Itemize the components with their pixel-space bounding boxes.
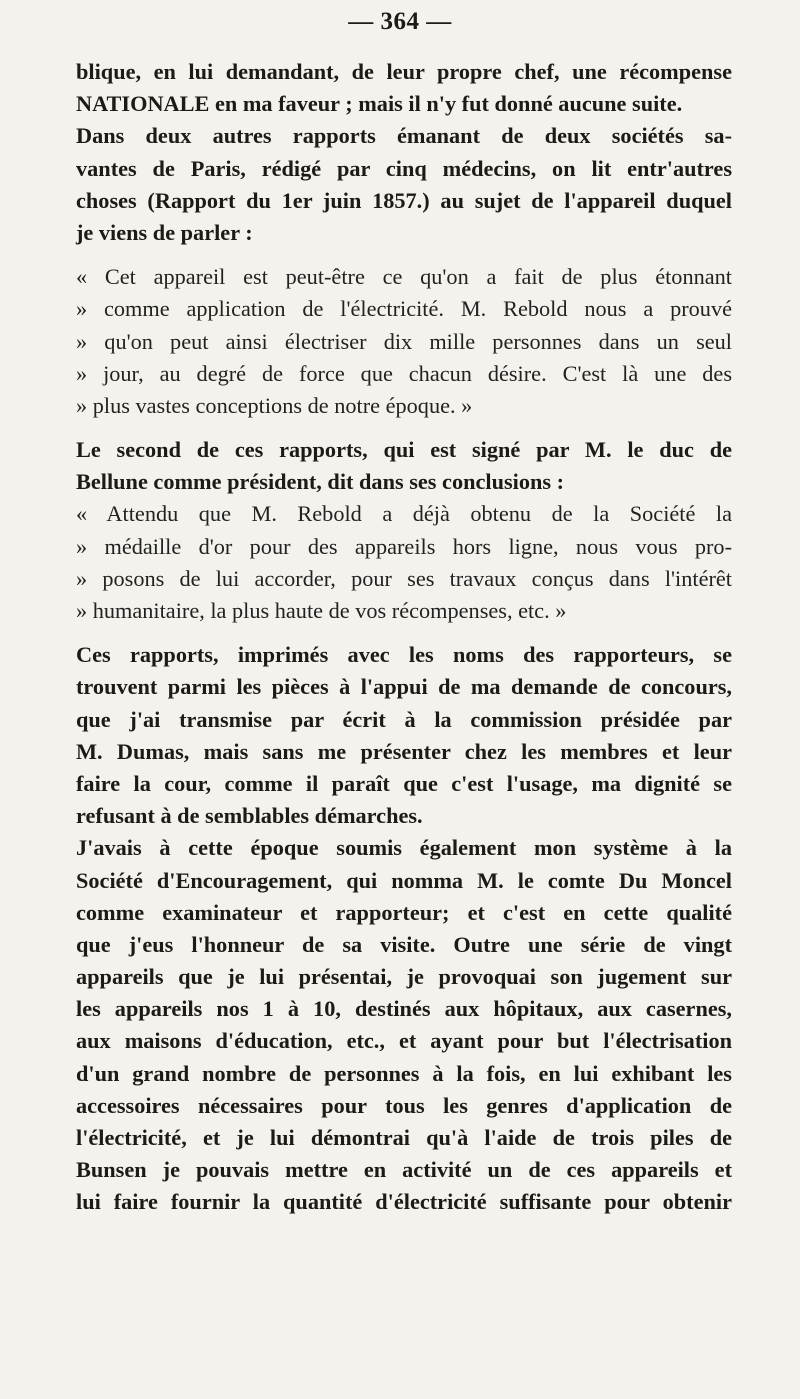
text-line: faire la cour, comme il paraît que c'est l'usage, ma dignité se bbox=[76, 770, 732, 796]
quote-line: « Attendu que M. Rebold a déjà obtenu de la Société la bbox=[76, 501, 732, 527]
text-line: lui faire fournir la quantité d'électricité suffisante pour obtenir bbox=[76, 1189, 732, 1215]
quotation bbox=[76, 261, 732, 422]
text-line: M. Dumas, mais sans me présenter chez les membres et leur bbox=[76, 738, 732, 764]
paragraph bbox=[76, 56, 732, 120]
quote-line: » posons de lui accorder, pour ses travaux conçus dans l'intérêt bbox=[76, 565, 732, 591]
paragraph bbox=[76, 434, 732, 498]
text-line: les appareils nos 1 à 10, destinés aux hôpitaux, aux casernes, bbox=[76, 996, 732, 1022]
text-line: d'un grand nombre de personnes à la fois, en lui exhibant les bbox=[76, 1060, 732, 1086]
text-line: Le second de ces rapports, qui est signé par M. le duc de bbox=[76, 437, 732, 463]
text-line: appareils que je lui présentai, je provoquai son jugement sur bbox=[76, 964, 732, 990]
text-line: blique, en lui demandant, de leur propre chef, une récompense bbox=[76, 59, 732, 84]
quote-line: » médaille d'or pour des appareils hors ligne, nous vous pro- bbox=[76, 533, 732, 559]
text-line: que j'ai transmise par écrit à la commission présidée par bbox=[76, 706, 732, 732]
text-line: l'électricité, et je lui démontrai qu'à l'aide de trois piles de bbox=[76, 1125, 732, 1150]
paragraph bbox=[76, 832, 732, 1218]
text-line: Ces rapports, imprimés avec les noms des rapporteurs, se bbox=[76, 642, 732, 668]
text-line: J'avais à cette époque soumis également mon système à la bbox=[76, 835, 732, 861]
text-line: comme examinateur et rapporteur; et c'est en cette qualité bbox=[76, 899, 732, 925]
quote-line: » plus vastes conceptions de notre époque. » bbox=[76, 392, 473, 418]
quote-line: » qu'on peut ainsi électriser dix mille personnes dans un seul bbox=[76, 328, 732, 354]
text-line: choses (Rapport du 1er juin 1857.) au sujet de l'appareil duquel bbox=[76, 187, 732, 213]
text-line: aux maisons d'éducation, etc., et ayant pour but l'électrisation bbox=[76, 1028, 732, 1054]
quote-line: » jour, au degré de force que chacun désire. C'est là une des bbox=[76, 360, 732, 386]
body-text bbox=[76, 56, 732, 1219]
text-line: Bellune comme président, dit dans ses conclusions : bbox=[76, 469, 565, 495]
text-line: Société d'Encouragement, qui nomma M. le comte Du Moncel bbox=[76, 867, 732, 893]
quote-line: » comme application de l'électricité. M. Rebold nous a prouvé bbox=[76, 296, 732, 322]
text-line: accessoires nécessaires pour tous les genres d'application de bbox=[76, 1092, 732, 1118]
text-line: Bunsen je pouvais mettre en activité un de ces appareils et bbox=[76, 1157, 732, 1183]
text-line: Dans deux autres rapports émanant de deux sociétés sa- bbox=[76, 123, 732, 149]
text-line: vantes de Paris, rédigé par cinq médecins, on lit entr'autres bbox=[76, 155, 732, 181]
text-line: NATIONALE en ma faveur ; mais il n'y fut donné aucune suite. bbox=[76, 91, 683, 117]
text-line: que j'eus l'honneur de sa visite. Outre une série de vingt bbox=[76, 931, 732, 957]
text-line: je viens de parler : bbox=[76, 219, 253, 245]
quote-line: » humanitaire, la plus haute de vos récompenses, etc. » bbox=[76, 598, 567, 623]
quotation bbox=[76, 498, 732, 627]
paragraph bbox=[76, 639, 732, 832]
text-line: refusant à de semblables démarches. bbox=[76, 803, 423, 829]
quote-line: « Cet appareil est peut-être ce qu'on a fait de plus étonnant bbox=[76, 264, 732, 290]
text-line: trouvent parmi les pièces à l'appui de ma demande de concours, bbox=[76, 674, 732, 700]
paragraph bbox=[76, 120, 732, 249]
page-number: — 364 — bbox=[348, 8, 452, 35]
